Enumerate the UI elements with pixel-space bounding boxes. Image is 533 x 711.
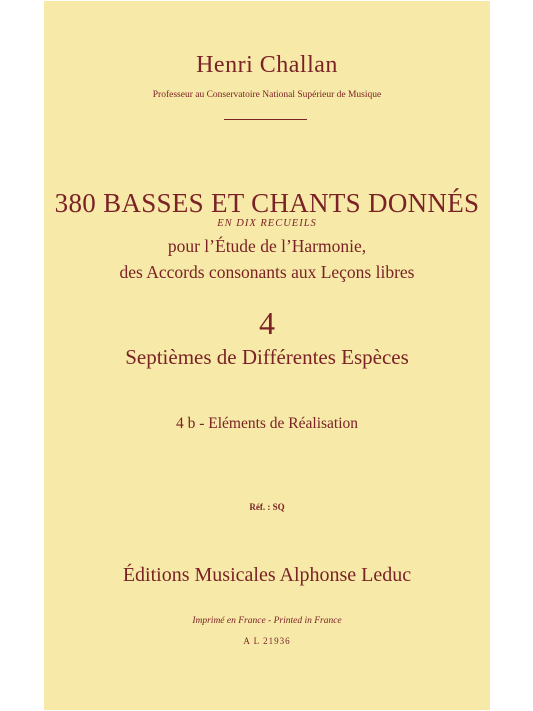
part-title: 4 b - Eléments de Réalisation <box>175 415 359 432</box>
book-cover <box>44 1 490 710</box>
reference-code: Réf. : SQ <box>249 502 285 512</box>
publisher-name: Éditions Musicales Alphonse Leduc <box>122 564 412 586</box>
collection-note: EN DIX RECUEILS <box>217 218 317 229</box>
volume-title: Septièmes de Différentes Espèces <box>125 345 409 369</box>
printed-in: Imprimé en France - Printed in France <box>192 616 342 626</box>
description-line-1: pour l’Étude de l’Harmonie, <box>167 236 367 256</box>
author-position: Professeur au Conservatoire National Supérieur de Musique <box>152 90 382 100</box>
author-name: Henri Challan <box>196 52 338 78</box>
divider-rule <box>224 119 307 120</box>
book-title: 380 BASSES ET CHANTS DONNÉS <box>54 188 480 218</box>
description-line-2: des Accords consonants aux Leçons libres <box>119 262 415 282</box>
catalog-number: A L 21936 <box>243 636 291 646</box>
volume-number: 4 <box>259 305 275 341</box>
